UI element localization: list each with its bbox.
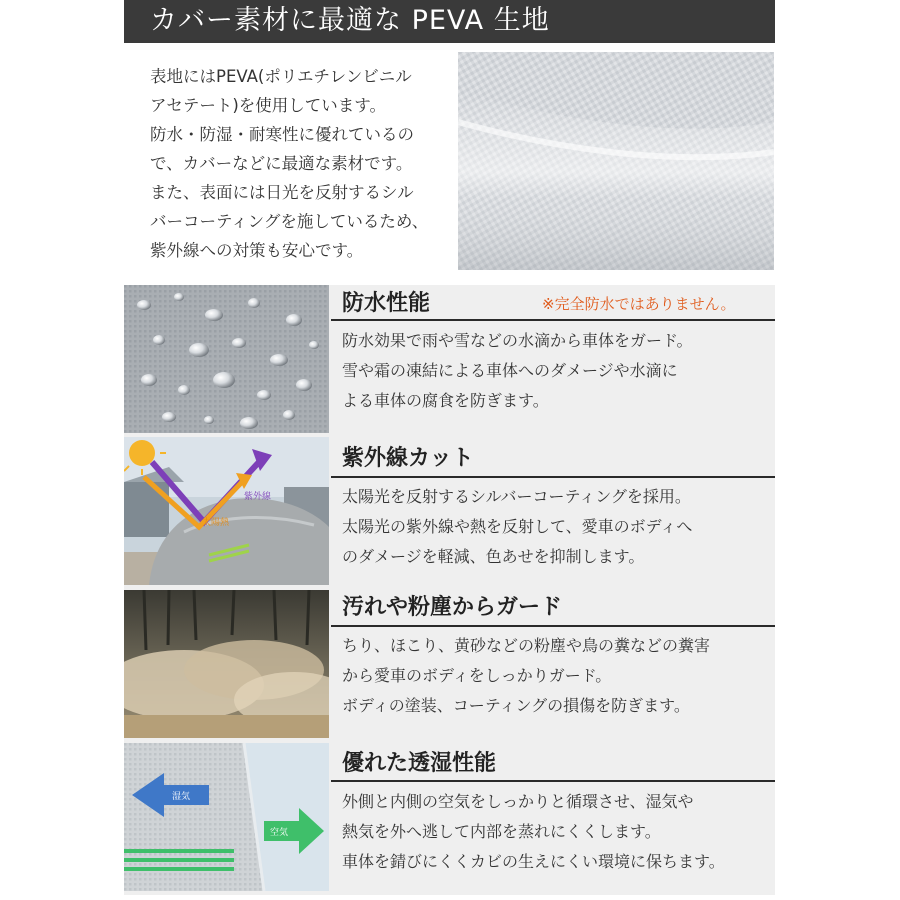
intro-line: アセテート)を使用しています。	[150, 96, 386, 115]
heat-label: 太陽熱	[202, 518, 230, 528]
feature-title-dust-guard: 汚れや粉塵からガード	[342, 595, 563, 620]
intro-line: で、カバーなどに最適な素材です。	[150, 154, 413, 173]
feature-title-uv-cut: 紫外線カット	[342, 446, 474, 471]
feature-title-waterproof: 防水性能	[342, 291, 431, 316]
feature-text-dust-guard	[342, 631, 772, 721]
intro-line: 紫外線への対策も安心です。	[150, 241, 364, 260]
waterproof-note: ※完全防水ではありません。	[542, 295, 736, 313]
feature-line: 熱気を外へ逃して内部を蒸れにくくします。	[342, 822, 661, 841]
title-underline	[331, 476, 775, 478]
uv-cut-photo	[124, 437, 329, 585]
uv-label: 紫外線	[244, 492, 272, 502]
section-title: カバー素材に最適な PEVA 生地	[150, 5, 550, 36]
intro-text	[150, 62, 450, 265]
dust-photo	[124, 590, 329, 738]
intro-line: また、表面には日光を反射するシル	[150, 183, 414, 202]
feature-line: ボディの塗装、コーティングの損傷を防ぎます。	[342, 696, 690, 715]
feature-line: 太陽光を反射するシルバーコーティングを採用。	[342, 487, 691, 506]
waterproof-photo	[124, 285, 329, 433]
feature-text-waterproof	[342, 326, 772, 416]
feature-line: 外側と内側の空気をしっかりと循環させ、湿気や	[342, 792, 694, 811]
feature-line: のダメージを軽減、色あせを抑制します。	[342, 547, 645, 566]
intro-line: バーコーティングを施しているため、	[150, 212, 429, 231]
breathability-photo	[124, 743, 329, 891]
feature-line: ちり、ほこり、黄砂などの粉塵や鳥の糞などの糞害	[342, 636, 711, 655]
intro-line: 表地にはPEVA(ポリエチレンビニル	[150, 67, 412, 86]
feature-text-uv-cut	[342, 482, 772, 572]
feature-line: 雪や霜の凍結による車体へのダメージや水滴に	[342, 361, 678, 380]
feature-line: よる車体の腐食を防ぎます。	[342, 391, 549, 410]
humidity-label: 湿気	[172, 792, 191, 802]
feature-line: 防水効果で雨や雪などの水滴から車体をガード。	[342, 331, 693, 350]
section-header	[124, 0, 775, 43]
title-underline	[331, 780, 775, 782]
feature-title-breathability: 優れた透湿性能	[342, 751, 497, 776]
feature-text-breathability	[342, 787, 772, 877]
air-label: 空気	[270, 828, 289, 838]
sun-icon	[129, 440, 155, 466]
feature-line: 車体を錆びにくくカビの生えにくい環境に保ちます。	[342, 852, 725, 871]
feature-line: から愛車のボディをしっかりガード。	[342, 666, 612, 685]
intro-line: 防水・防湿・耐寒性に優れているの	[150, 125, 414, 144]
fabric-photo	[458, 52, 774, 270]
title-underline	[331, 319, 775, 321]
feature-line: 太陽光の紫外線や熱を反射して、愛車のボディへ	[342, 517, 693, 536]
title-underline	[331, 625, 775, 627]
